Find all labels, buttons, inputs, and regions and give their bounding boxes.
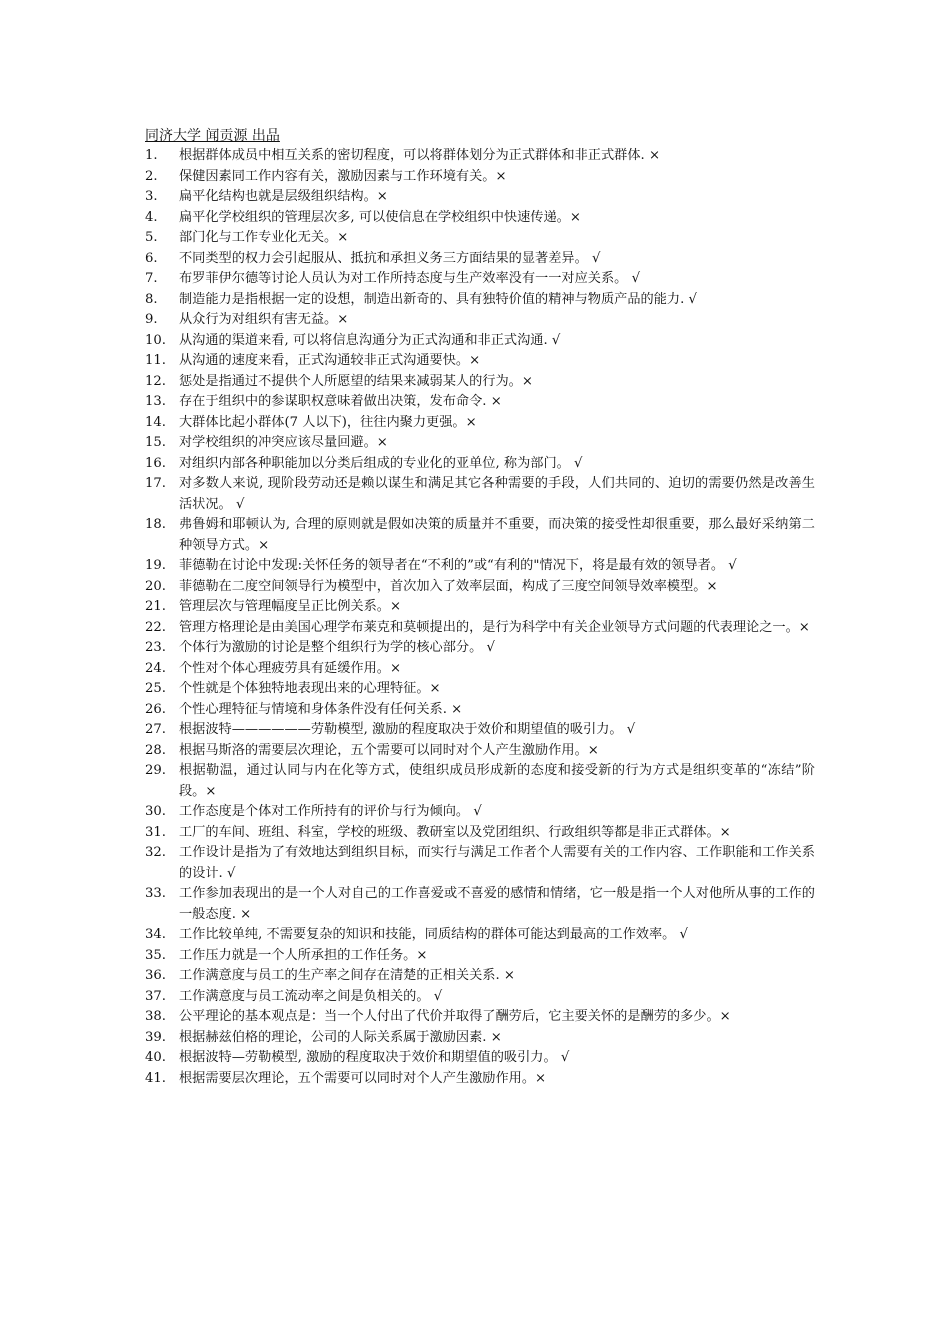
list-item (145, 146, 815, 167)
list-item (145, 290, 815, 311)
item-number: 6. (145, 250, 158, 266)
item-text: 大群体比起小群体(7 人以下)，往往内聚力更强。× (179, 414, 477, 430)
list-item (145, 1028, 815, 1049)
list-item (145, 331, 815, 352)
list-item (145, 269, 815, 290)
item-number: 13. (145, 394, 166, 409)
list-item (145, 577, 815, 598)
item-text: 根据波特—劳勒模型, 激励的程度取决于效价和期望值的吸引力。 √ (179, 1050, 570, 1065)
item-number: 23. (145, 640, 166, 655)
item-text: 工厂的车间、班组、科室，学校的班级、教研室以及党团组织、行政组织等都是非正式群体。× (179, 824, 731, 840)
item-text: 从沟通的速度来看，正式沟通较非正式沟通要快。× (179, 353, 481, 368)
list-item (145, 1007, 815, 1028)
item-number: 18. (145, 517, 166, 532)
list-item (145, 167, 815, 188)
list-item (145, 843, 815, 884)
list-item (145, 618, 815, 639)
item-number: 8. (145, 291, 158, 307)
item-number: 10. (145, 332, 166, 348)
item-number: 22. (145, 619, 166, 635)
item-text: 对组织内部各种职能加以分类后组成的专业化的亚单位, 称为部门。 √ (179, 455, 583, 471)
list-item (145, 249, 815, 270)
item-number: 30. (145, 804, 166, 819)
item-number: 16. (145, 455, 166, 471)
item-text: 弗鲁姆和耶顿认为, 合理的原则就是假如决策的质量并不重要，而决策的接受性却很重要，那么最好采纳第二种领导方式。× (179, 517, 815, 553)
item-number: 9. (145, 312, 158, 327)
item-text: 根据赫兹伯格的理论，公司的人际关系属于激励因素. × (179, 1029, 502, 1045)
item-text: 公平理论的基本观点是：当一个人付出了代价并取得了酬劳后，它主要关怀的是酬劳的多少。× (179, 1009, 731, 1024)
item-text: 工作设计是指为了有效地达到组织目标，而实行与满足工作者个人需要有关的工作内容、工作职能和工作关系的设计. √ (179, 845, 815, 881)
list-item (145, 802, 815, 823)
item-text: 工作比较单纯, 不需要复杂的知识和技能，同质结构的群体可能达到最高的工作效率。 √ (179, 927, 688, 942)
item-text: 对学校组织的冲突应该尽量回避。× (179, 435, 388, 450)
item-number: 2. (145, 168, 158, 184)
item-number: 17. (145, 476, 166, 491)
list-item (145, 228, 815, 249)
list-item (145, 823, 815, 844)
item-text: 存在于组织中的参谋职权意味着做出决策，发布命令. × (179, 394, 502, 409)
list-item (145, 351, 815, 372)
item-number: 31. (145, 824, 166, 840)
item-text: 制造能力是指根据一定的设想，制造出新奇的、具有独特价值的精神与物质产品的能力. √ (179, 291, 697, 307)
item-text: 根据群体成员中相互关系的密切程度，可以将群体划分为正式群体和非正式群体. × (179, 148, 660, 163)
item-number: 26. (145, 701, 166, 717)
item-number: 27. (145, 722, 166, 737)
item-number: 41. (145, 1070, 166, 1086)
list-item (145, 1069, 815, 1090)
list-item (145, 474, 815, 515)
item-text: 扁平化学校组织的管理层次多, 可以使信息在学校组织中快速传递。× (179, 209, 581, 225)
item-number: 25. (145, 681, 166, 696)
item-text: 根据勒温，通过认同与内在化等方式，使组织成员形成新的态度和接受新的行为方式是组织变革的“冻结”阶段。× (179, 763, 815, 799)
list-item (145, 208, 815, 229)
item-text: 个性就是个体独特地表现出来的心理特征。× (179, 681, 441, 696)
item-text: 菲德勒在二度空间领导行为模型中，首次加入了效率层面，构成了三度空间领导效率模型。× (179, 578, 718, 594)
list-item (145, 987, 815, 1008)
item-number: 32. (145, 845, 166, 860)
item-number: 4. (145, 209, 158, 225)
list-item (145, 433, 815, 454)
item-text: 从沟通的渠道来看, 可以将信息沟通分为正式沟通和非正式沟通. √ (179, 332, 561, 348)
item-number: 29. (145, 763, 166, 778)
item-number: 15. (145, 435, 166, 450)
item-number: 14. (145, 414, 166, 430)
list-item (145, 310, 815, 331)
item-text: 根据波特——————劳勒模型, 激励的程度取决于效价和期望值的吸引力。 √ (179, 722, 636, 737)
item-text: 根据马斯洛的需要层次理论，五个需要可以同时对个人产生激励作用。× (179, 742, 599, 758)
item-number: 3. (145, 189, 158, 204)
list-item (145, 556, 815, 577)
item-number: 34. (145, 927, 166, 942)
list-item (145, 638, 815, 659)
item-number: 11. (145, 353, 166, 368)
list-item (145, 966, 815, 987)
item-text: 管理方格理论是由美国心理学布莱克和莫顿提出的，是行为科学中有关企业领导方式问题的代表理论之一。× (179, 619, 810, 635)
item-number: 20. (145, 578, 166, 594)
list-item (145, 413, 815, 434)
item-text: 从众行为对组织有害无益。× (179, 312, 349, 327)
item-number: 33. (145, 886, 166, 901)
list-item (145, 597, 815, 618)
item-text: 管理层次与管理幅度呈正比例关系。× (179, 599, 402, 614)
item-text: 保健因素同工作内容有关，激励因素与工作环境有关。× (179, 168, 507, 184)
list-item (145, 761, 815, 802)
list-item (145, 392, 815, 413)
list-item (145, 187, 815, 208)
item-number: 28. (145, 742, 166, 758)
item-text: 工作压力就是一个人所承担的工作任务。× (179, 947, 428, 963)
item-number: 37. (145, 988, 166, 1004)
true-false-list (145, 146, 815, 1089)
item-text: 对多数人来说, 现阶段劳动还是赖以谋生和满足其它各种需要的手段，人们共同的、迫切的需要仍然是改善生活状况。 √ (179, 476, 815, 512)
item-number: 5. (145, 230, 158, 245)
document-content (145, 126, 815, 1089)
item-text: 个体行为激励的讨论是整个组织行为学的核心部分。 √ (179, 640, 495, 655)
item-number: 24. (145, 660, 166, 676)
item-text: 工作参加表现出的是一个人对自己的工作喜爱或不喜爱的感情和情绪，它一般是指一个人对他所从事的工作的一般态度. × (179, 886, 815, 922)
item-text: 菲德勒在讨论中发现:关怀任务的领导者在“不利的”或“有利的"情况下，将是最有效的领导者。 √ (179, 558, 737, 573)
item-text: 惩处是指通过不提供个人所愿望的结果来减弱某人的行为。× (179, 373, 533, 389)
item-number: 21. (145, 599, 166, 614)
item-number: 38. (145, 1009, 166, 1024)
item-number: 1. (145, 148, 158, 163)
list-item (145, 720, 815, 741)
item-number: 40. (145, 1050, 166, 1065)
item-number: 36. (145, 968, 166, 983)
list-item (145, 946, 815, 967)
item-text: 部门化与工作专业化无关。× (179, 230, 349, 245)
item-text: 工作态度是个体对工作所持有的评价与行为倾向。 √ (179, 804, 482, 819)
list-item (145, 884, 815, 925)
list-item (145, 679, 815, 700)
item-text: 个性心理特征与情境和身体条件没有任何关系. × (179, 701, 463, 717)
document-header: 同济大学 闻贡源 出品 (145, 128, 280, 144)
item-text: 不同类型的权力会引起服从、抵抗和承担义务三方面结果的显著差异。 √ (179, 250, 601, 266)
list-item (145, 515, 815, 556)
item-text: 布罗菲伊尔德等讨论人员认为对工作所持态度与生产效率没有一一对应关系。 √ (179, 271, 640, 286)
item-text: 扁平化结构也就是层级组织结构。× (179, 189, 388, 204)
item-text: 工作满意度与员工流动率之间是负相关的。 √ (179, 988, 443, 1004)
list-item (145, 1048, 815, 1069)
item-text: 个性对个体心理疲劳具有延缓作用。× (179, 660, 402, 676)
item-number: 35. (145, 947, 166, 963)
item-number: 39. (145, 1029, 166, 1045)
item-number: 19. (145, 558, 166, 573)
item-text: 工作满意度与员工的生产率之间存在清楚的正相关关系. × (179, 968, 515, 983)
item-text: 根据需要层次理论，五个需要可以同时对个人产生激励作用。× (179, 1070, 547, 1086)
list-item (145, 700, 815, 721)
list-item (145, 454, 815, 475)
list-item (145, 659, 815, 680)
list-item (145, 925, 815, 946)
item-number: 7. (145, 271, 158, 286)
list-item (145, 372, 815, 393)
list-item (145, 741, 815, 762)
item-number: 12. (145, 373, 166, 389)
